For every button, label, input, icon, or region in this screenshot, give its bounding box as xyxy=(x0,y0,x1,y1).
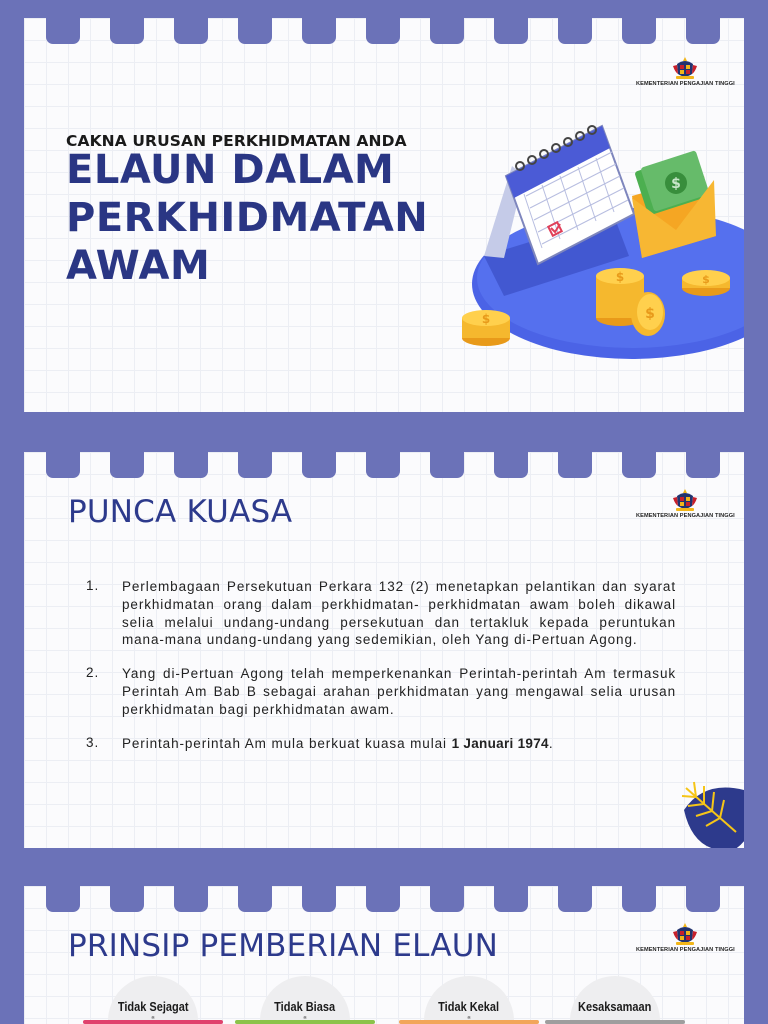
binder-ring xyxy=(558,18,592,44)
list-item xyxy=(86,665,676,718)
svg-text:$: $ xyxy=(481,312,491,326)
principle-card xyxy=(78,976,228,1024)
crest-icon xyxy=(672,56,698,80)
list-text xyxy=(122,735,676,753)
binder-ring xyxy=(430,886,464,912)
list-item xyxy=(86,735,676,753)
binder-ring xyxy=(302,18,336,44)
binder-ring xyxy=(174,18,208,44)
crest-icon xyxy=(672,922,698,946)
binder-ring xyxy=(558,886,592,912)
binder-ring xyxy=(494,886,528,912)
color-bar xyxy=(83,1020,223,1024)
principle-card xyxy=(394,976,544,1024)
binder-ring xyxy=(110,18,144,44)
binder-ring xyxy=(686,452,720,478)
binder-ring xyxy=(238,18,272,44)
svg-text:$: $ xyxy=(615,270,625,284)
binder-ring xyxy=(238,452,272,478)
binder-ring xyxy=(302,886,336,912)
color-bar xyxy=(235,1020,375,1024)
principle-label: Tidak Biasa xyxy=(274,1000,336,1014)
binder-ring xyxy=(366,886,400,912)
eyebrow-text: CAKNA URUSAN PERKHIDMATAN ANDA xyxy=(66,132,407,150)
effective-date: 1 Januari 1974 xyxy=(451,735,549,751)
binder-ring xyxy=(366,18,400,44)
principle-card xyxy=(540,976,690,1024)
slide-1-title xyxy=(66,146,428,290)
ministry-logo xyxy=(636,922,735,953)
ministry-name: KEMENTERIAN PENGAJIAN TINGGI xyxy=(636,947,735,953)
binder-ring xyxy=(302,452,336,478)
binder-ring xyxy=(366,452,400,478)
title-line: AWAM xyxy=(66,243,211,289)
binder-ring xyxy=(46,452,80,478)
ministry-name: KEMENTERIAN PENGAJIAN TINGGI xyxy=(636,513,735,519)
authority-list xyxy=(86,578,676,768)
slide-1-paper xyxy=(24,18,744,412)
ministry-logo xyxy=(636,56,735,87)
binder-ring xyxy=(494,18,528,44)
list-number: 1. xyxy=(86,578,100,593)
binder-ring xyxy=(622,18,656,44)
binder-ring xyxy=(110,886,144,912)
svg-text:$: $ xyxy=(645,306,655,322)
binder-ring xyxy=(238,886,272,912)
binder-ring xyxy=(622,886,656,912)
binder-ring xyxy=(558,452,592,478)
allowance-illustration xyxy=(414,106,744,366)
leaf-decoration-icon xyxy=(674,770,744,848)
slide-2-paper xyxy=(24,452,744,848)
binder-ring xyxy=(686,18,720,44)
binder-ring xyxy=(110,452,144,478)
binder-ring xyxy=(174,886,208,912)
principle-label: Tidak Sejagat xyxy=(117,1000,189,1014)
ministry-name: KEMENTERIAN PENGAJIAN TINGGI xyxy=(636,81,735,87)
color-bar xyxy=(545,1020,685,1024)
title-line: ELAUN DALAM xyxy=(66,147,395,193)
list-text-part: Perintah-perintah Am mula berkuat kuasa mulai xyxy=(122,735,452,751)
svg-text:$: $ xyxy=(702,273,710,286)
slide-3-paper xyxy=(24,886,744,1024)
principle-label: Kesaksamaan xyxy=(578,1000,652,1014)
list-text-part: . xyxy=(548,735,554,751)
binder-ring xyxy=(430,18,464,44)
list-item xyxy=(86,578,676,649)
svg-text:$: $ xyxy=(671,176,681,192)
binder-ring xyxy=(494,452,528,478)
section-title: PUNCA KUASA xyxy=(68,494,293,530)
section-title: PRINSIP PEMBERIAN ELAUN xyxy=(68,928,499,964)
binder-ring xyxy=(46,886,80,912)
list-text: Yang di-Pertuan Agong telah memperkenankan Perintah-perintah Am termasuk Perintah Am Bab B sebagai arahan perkhidmatan yang mengawal selia urusan perkhidmatan bagi perkhidmatan awam. xyxy=(122,666,676,717)
list-text: Perlembagaan Persekutuan Perkara 132 (2) menetapkan pelantikan dan syarat perkhidmatan orang dalam perkhidmatan- perkhidmatan awam boleh dikawal selia melalui undang-undang persekutuan dan tertakluk kepada peruntukan mana-mana undang-undang yang sedemikian, oleh Yang di-Pertuan Agong. xyxy=(122,579,676,648)
ministry-logo xyxy=(636,488,735,519)
list-number: 3. xyxy=(86,734,100,750)
principle-card xyxy=(230,976,380,1024)
binder-ring xyxy=(686,886,720,912)
list-number: 2. xyxy=(86,665,100,681)
crest-icon xyxy=(672,488,698,512)
binder-ring xyxy=(430,452,464,478)
binder-ring xyxy=(46,18,80,44)
principle-label: Tidak Kekal xyxy=(438,1000,500,1014)
binder-ring xyxy=(174,452,208,478)
title-line: PERKHIDMATAN xyxy=(66,195,429,241)
binder-ring xyxy=(622,452,656,478)
color-bar xyxy=(399,1020,539,1024)
